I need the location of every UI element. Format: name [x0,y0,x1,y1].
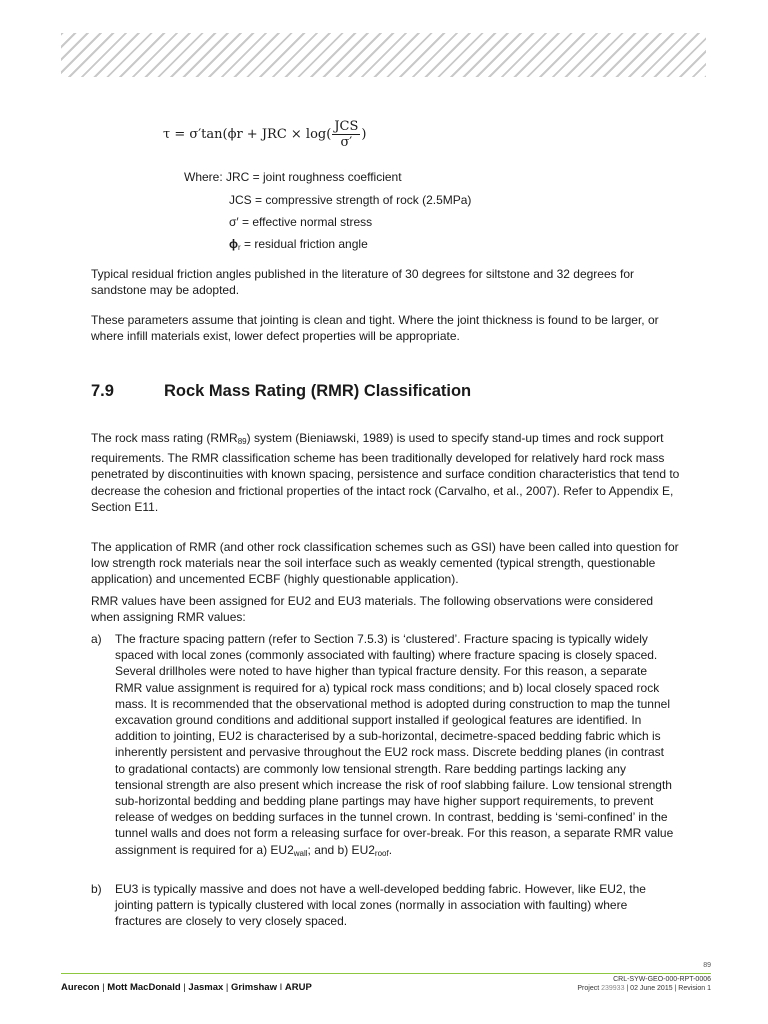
list-item-a: The fracture spacing pattern (refer to Section 7.5.3) is ‘clustered’. Fracture spacing is typically widely spaced with local zones (commonly associated with faulting) where fracture spacing is closely spaced. Several drillholes were noted to have higher than typical fracture density. For this reason, a separate RMR value assignment is required for a) typical rock mass conditions; and b) local closely spaced rock mass. It is recommended that the observational method is adopted during construction to map the tunnel excavation ground conditions and additional support installed if geological features are identified. In addition to jointing, EU2 is characterised by a sub-horizontal, decimetre-spaced bedding fabric which is inherently persistent and pervasive throughout the EU2 rock mass. Discrete bedding planes (in contrast to gradational contacts) are commonly low tensional strength. Rare bedding partings lacking any tensional strength are also present which increase the risk of roof slabbing failure. Low tensional strength sub-horizontal bedding and bedding plane partings may have higher support requirements, to prevent release of wedges on bedding surfaces in the tunnel crown. In contrast, bedding is ‘semi-confined’ in the tunnel walls and does not form a releasing surface for over-break. For this reason, a separate RMR value assignment is required for a) $EU2_{wall}$; and b) $EU2_{roof}$. [115,632,674,858]
formula-numerator: JCS [334,118,359,134]
formula-lhs: τ = σ′tan(ϕr + JRC × log( [163,126,332,142]
page-number: 89 [703,962,711,969]
footer-project-line: Project 239933 | 02 June 2015 | Revision 1 [577,985,711,992]
formula-fraction [332,119,360,150]
footer-organisations: Aurecon | Mott MacDonald | Jasmax | Grimshaw I ARUP [61,982,312,993]
definition-jcs: JCS = compressive strength of rock (2.5MPa) [229,193,472,207]
list-marker-b: b) [91,882,102,896]
footer-rule [61,973,711,974]
paragraph-rmr-values: RMR values have been assigned for EU2 and EU3 materials. The following observations were considered when assigning RMR values: [91,594,654,625]
definition-jrc: Where: JRC = joint roughness coefficient [184,170,402,184]
formula-denominator: σ′ [340,134,353,150]
paragraph-rmr-application: The application of RMR (and other rock classification schemes such as GSI) have been called into question for low strength rock materials near the soil interface such as weakly cemented (typical strength, questionable application) and uncemented ECBF (highly questionable application). [91,540,679,587]
section-number: 7.9 [91,382,114,400]
section-title: Rock Mass Rating (RMR) Classification [164,382,472,400]
shear-strength-formula [163,112,366,156]
paragraph-rmr-intro: The rock mass rating $(RMR_{89})$ system (Bieniawski, 1989) is used to specify stand-up times and rock support requirements. The RMR classification scheme has been traditionally developed for relatively hard rock mass penetrated by discontinuities with known spacing, persistence and surface condition characteristics that tend to decrease the cohesion and frictional properties of the intact rock (Carvalho, et al., 2007). Refer to Appendix E, Section E11. [91,431,680,514]
definition-sigma: σ′ = effective normal stress [229,215,373,229]
list-marker-a: a) [91,632,102,646]
footer-project-id: 239933 [601,985,625,992]
definition-phi: $\phi_r$ = residual friction angle [229,237,368,252]
paragraph-parameters: These parameters assume that jointing is clean and tight. Where the joint thickness is found to be larger, or where infill materials exist, lower defect properties will be appropriate. [91,313,659,344]
formula-rhs: ) [361,126,367,142]
list-item-b: EU3 is typically massive and does not have a well-developed bedding fabric. However, like EU2, the jointing pattern is typically clustered with local zones (normally in association with faulting) where fractures are closely to very closely spaced. [115,882,646,929]
footer-doc-ref: CRL-SYW-GEO-000-RPT-0006 [613,976,711,983]
header-hatch-band [61,33,706,77]
paragraph-friction-angles: Typical residual friction angles published in the literature of 30 degrees for siltstone and 32 degrees for sandstone may be adopted. [91,267,634,298]
